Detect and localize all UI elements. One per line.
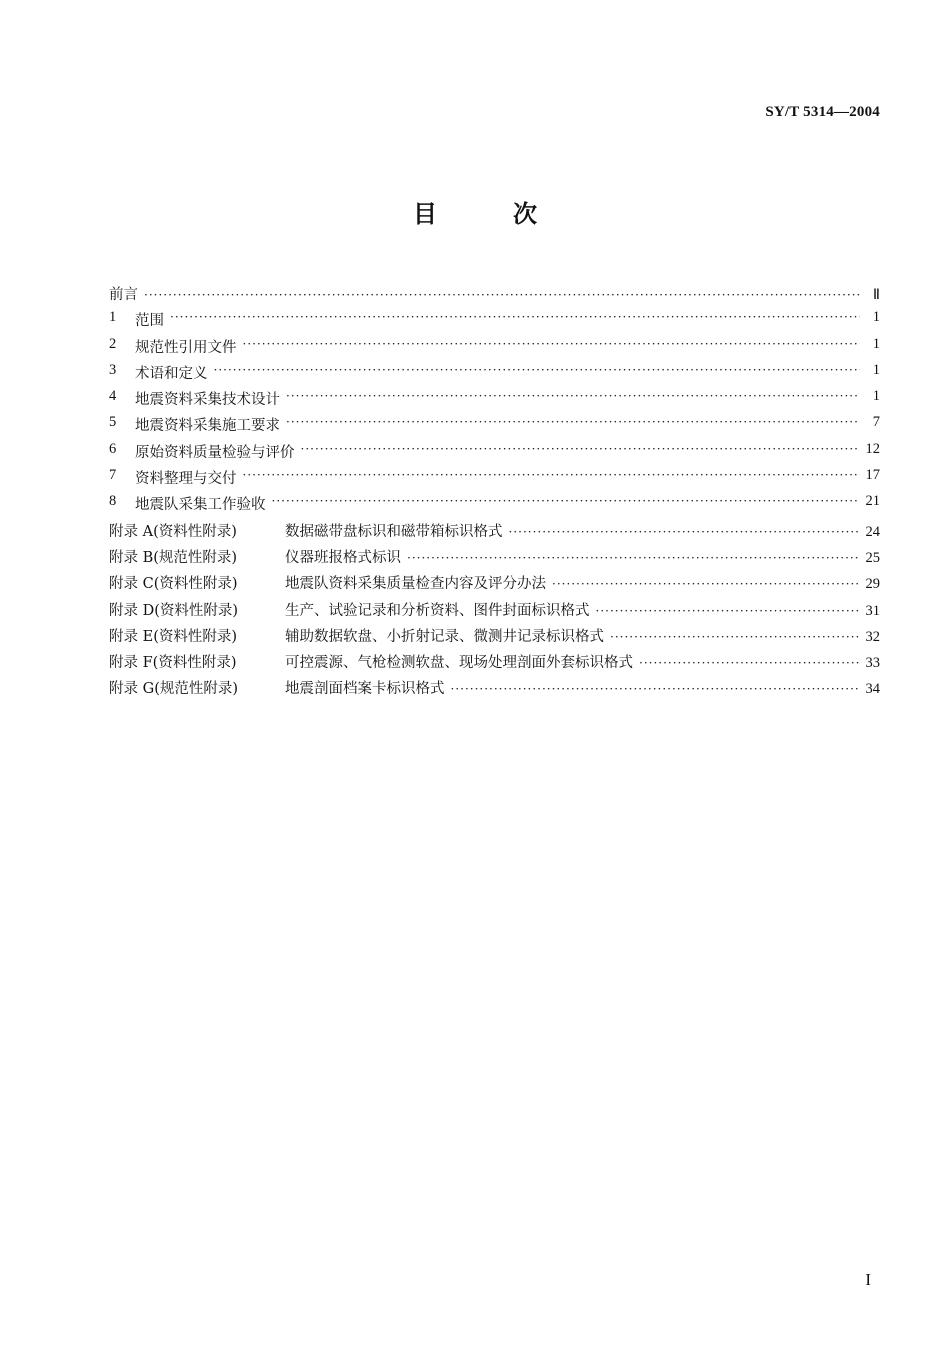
toc-entry-appendix-g[interactable]: [109, 677, 880, 703]
dot-leader: [286, 389, 860, 403]
dot-leader: [596, 604, 860, 618]
toc-entry-label: [109, 441, 295, 462]
toc-entry-text: 原始资料质量检验与评价: [135, 444, 295, 461]
toc-entry-appendix-a[interactable]: [109, 520, 880, 546]
toc-entry-3[interactable]: [109, 362, 880, 388]
toc-entry-5[interactable]: [109, 414, 880, 440]
appendix-label: 附录 E(资料性附录): [109, 628, 238, 645]
dot-leader: [301, 442, 860, 456]
toc-entry-label: [109, 309, 164, 330]
toc-entry-text: 数据磁带盘标识和磁带箱标识格式: [285, 523, 503, 540]
dot-leader: [170, 310, 860, 324]
toc-entry-appendix-b[interactable]: [109, 546, 880, 572]
appendix-label: 附录 G(规范性附录): [109, 681, 239, 698]
toc-entry-text: 地震资料采集施工要求: [135, 418, 280, 435]
toc-entry-page: 17: [865, 467, 880, 484]
toc-entry-label: [109, 388, 280, 409]
toc-entry-number: 5: [109, 414, 117, 431]
toc-entry-text: 地震队资料采集质量检查内容及评分办法: [285, 576, 546, 593]
toc-entry-7[interactable]: [109, 467, 880, 493]
dot-leader: [407, 551, 860, 565]
toc-entry-page: 33: [865, 655, 880, 672]
title-char-1: 目: [413, 200, 437, 228]
toc-entry-page: 32: [865, 628, 880, 645]
toc-entry-label: [109, 625, 604, 646]
toc-entry-number: 3: [109, 361, 117, 378]
toc-entry-label: [109, 336, 237, 357]
toc-entry-number: 7: [109, 467, 117, 484]
dot-leader: [243, 468, 860, 482]
toc-entry-label: [109, 283, 138, 304]
toc-entry-page: 24: [865, 523, 880, 540]
toc-entry-text: 地震队采集工作验收: [135, 497, 266, 514]
appendix-label: 附录 B(规范性附录): [109, 549, 238, 566]
page-number: I: [865, 1270, 871, 1289]
toc-entry-text: 规范性引用文件: [135, 339, 237, 356]
toc-entry-page: 1: [872, 309, 880, 326]
toc-entry-foreword[interactable]: [109, 283, 880, 309]
toc-entry-appendix-e[interactable]: [109, 625, 880, 651]
toc-entry-page: 31: [865, 602, 880, 619]
toc-entry-text: 地震剖面档案卡标识格式: [285, 681, 445, 698]
toc-entry-text: 资料整理与交付: [135, 471, 237, 488]
table-of-contents: [109, 283, 880, 704]
toc-entry-page: 1: [872, 361, 880, 378]
toc-entry-page: 34: [865, 681, 880, 698]
toc-entry-page: Ⅱ: [872, 287, 880, 303]
toc-entry-8[interactable]: [109, 493, 880, 519]
toc-entry-label: [109, 651, 633, 672]
toc-entry-text: 前言: [109, 287, 138, 303]
toc-entry-page: 29: [865, 576, 880, 593]
toc-entry-number: 8: [109, 493, 117, 510]
toc-entry-number: 6: [109, 440, 117, 457]
appendix-label: 附录 D(资料性附录): [109, 602, 239, 619]
toc-entry-label: [109, 599, 590, 620]
toc-entry-label: [109, 414, 280, 435]
toc-entry-page: 12: [865, 440, 880, 457]
appendix-label: 附录 A(资料性附录): [109, 523, 237, 540]
toc-entry-label: [109, 677, 445, 698]
toc-entry-6[interactable]: [109, 441, 880, 467]
toc-entry-text: 生产、试验记录和分析资料、图件封面标识格式: [285, 602, 590, 619]
toc-entry-label: [109, 467, 237, 488]
toc-entry-2[interactable]: [109, 336, 880, 362]
standard-code: SY/T 5314—2004: [765, 104, 880, 120]
appendix-label: 附录 F(资料性附录): [109, 655, 237, 672]
toc-entry-1[interactable]: [109, 309, 880, 335]
dot-leader: [610, 630, 860, 644]
toc-entry-text: 仪器班报格式标识: [285, 549, 401, 566]
dot-leader: [243, 337, 861, 351]
toc-entry-appendix-d[interactable]: [109, 599, 880, 625]
toc-entry-page: 1: [872, 335, 880, 352]
toc-entry-label: [109, 362, 208, 383]
dot-leader: [639, 656, 860, 670]
toc-entry-number: 1: [109, 309, 117, 326]
toc-entry-label: [109, 572, 546, 593]
dot-leader: [286, 415, 860, 429]
title-char-2: 次: [513, 200, 537, 228]
toc-entry-page: 21: [865, 493, 880, 510]
dot-leader: [272, 494, 860, 508]
toc-entry-page: 7: [872, 414, 880, 431]
toc-entry-label: [109, 546, 401, 567]
toc-entry-number: 4: [109, 388, 117, 405]
toc-entry-label: [109, 520, 503, 541]
toc-entry-number: 2: [109, 335, 117, 352]
dot-leader: [509, 525, 860, 539]
toc-entry-label: [109, 493, 266, 514]
toc-entry-page: 1: [872, 388, 880, 405]
dot-leader: [214, 363, 861, 377]
toc-entry-appendix-c[interactable]: [109, 572, 880, 598]
toc-entry-text: 地震资料采集技术设计: [135, 392, 280, 409]
toc-entry-text: 可控震源、气枪检测软盘、现场处理剖面外套标识格式: [285, 655, 633, 672]
toc-entry-4[interactable]: [109, 388, 880, 414]
dot-leader: [451, 682, 860, 696]
dot-leader: [552, 577, 860, 591]
page-title: [0, 198, 950, 230]
toc-entry-text: 术语和定义: [135, 365, 208, 382]
toc-entry-text: 辅助数据软盘、小折射记录、微测井记录标识格式: [285, 628, 604, 645]
toc-entry-text: 范围: [135, 313, 164, 330]
toc-entry-appendix-f[interactable]: [109, 651, 880, 677]
toc-entry-page: 25: [865, 549, 880, 566]
appendix-label: 附录 C(资料性附录): [109, 576, 238, 593]
dot-leader: [144, 288, 860, 302]
